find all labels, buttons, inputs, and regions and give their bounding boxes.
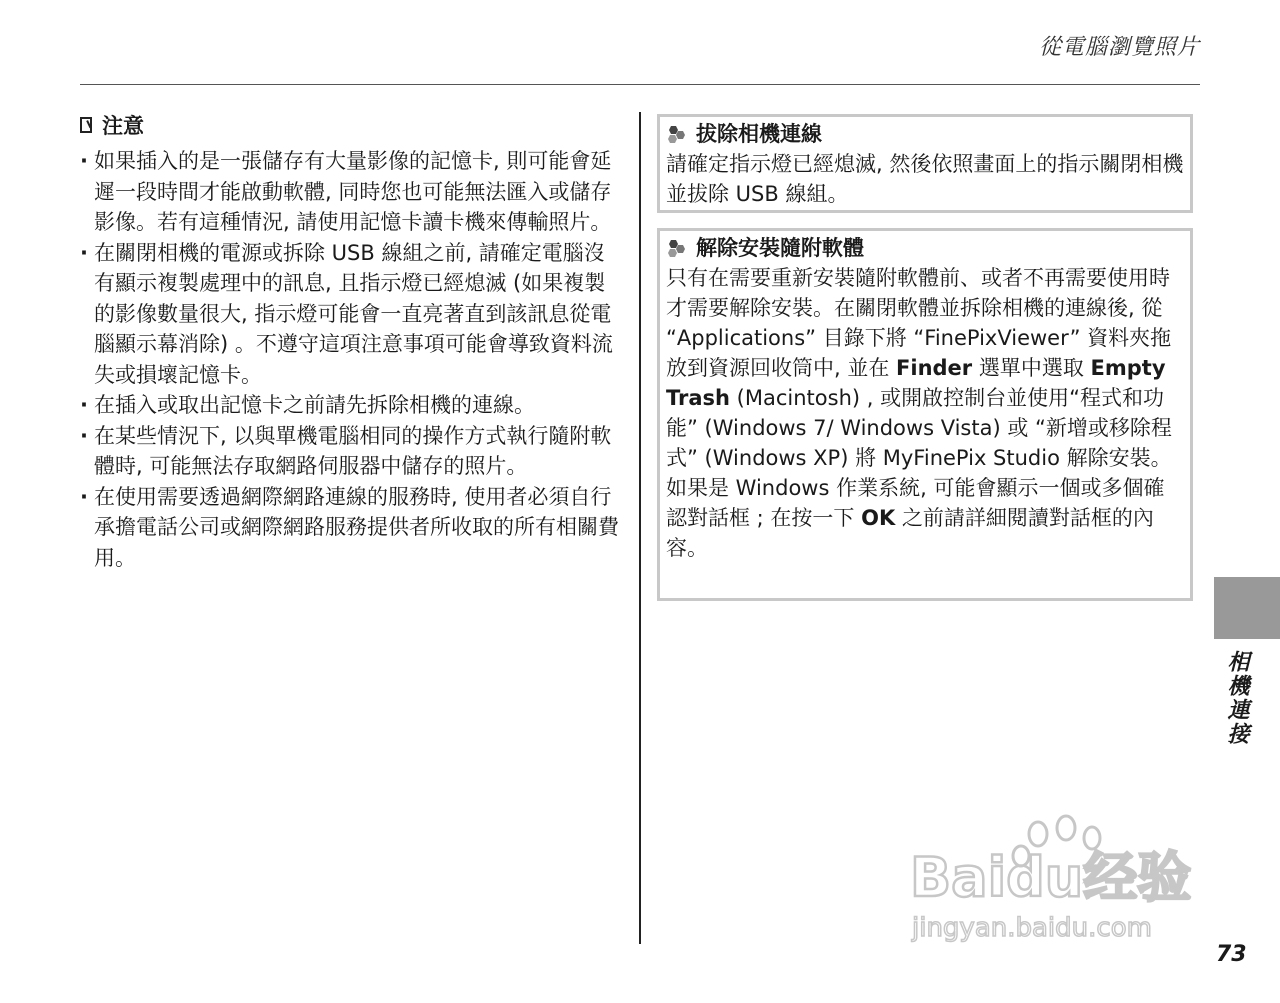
uninstall-body (666, 263, 1184, 563)
uninstall-title: 解除安裝隨附軟體 (696, 236, 864, 260)
disconnect-heading (666, 119, 1184, 149)
hexagons-icon (666, 238, 692, 258)
note-section (80, 110, 625, 573)
empty-trash-command: Empty Trash (666, 356, 1166, 410)
uninstall-text-1: 只有在需要重新安裝隨附軟體前、或者不再需要使用時才需要解除安裝。在關閉軟體並拆除相機的連線後, 從 “Applications” 目錄下將 “FinePixViewer” 資料夾拖放到資源回收筒中, 並在 (666, 266, 1172, 380)
column-divider (639, 112, 641, 944)
page-header-title: 從電腦瀏覽照片 (1038, 35, 1200, 60)
chapter-label: 相機連接 (1224, 650, 1249, 746)
uninstall-text-4: 之前請詳細閱讀對話框的內容。 (666, 506, 1154, 560)
note-pencil-icon (80, 117, 92, 133)
hexagons-icon (666, 124, 692, 144)
finder-menu-name: Finder (896, 356, 973, 380)
note-item: · 在插入或取出記憶卡之前請先拆除相機的連線。 (80, 390, 625, 421)
chapter-tab (1214, 577, 1280, 639)
baidu-watermark-logo (906, 808, 1206, 958)
note-item: · 在使用需要透過網際網路連線的服務時, 使用者必須自行承擔電話公司或網際網路服務提供者所收取的所有相關費用。 (80, 482, 625, 574)
uninstall-heading (666, 233, 1184, 263)
uninstall-text-2: 選單中選取 (972, 356, 1091, 380)
note-item: · 在某些情況下, 以與單機電腦相同的操作方式執行隨附軟體時, 可能無法存取網路伺服器中儲存的照片。 (80, 421, 625, 482)
disconnect-title: 拔除相機連線 (696, 122, 822, 146)
page-number: 73 (1216, 942, 1247, 967)
watermark-brand: Baidu经验 (910, 846, 1192, 909)
note-item: · 在關閉相機的電源或拆除 USB 線組之前, 請確定電腦沒有顯示複製處理中的訊息, 且指示燈已經熄滅 (如果複製的影像數量很大, 指示燈可能會一直亮著直到該訊息從電腦顯示幕消除) 。不遵守這項注意事項可能會導致資料流失或損壞記憶卡。 (80, 238, 625, 391)
note-heading (80, 110, 625, 140)
note-list (80, 146, 625, 573)
watermark-url: jingyan.baidu.com (912, 913, 1152, 943)
note-title: 注意 (102, 114, 144, 138)
uninstall-text-3: (Macintosh) , 或開啟控制台並使用“程式和功能” (Windows 7/ Windows Vista) 或 “新增或移除程式” (Windows XP) 將 MyFinePix Studio 解除安裝。如果是 Windows 作業系統, 可能會顯示一個或多個確認對話框 ; 在按一下 (666, 386, 1172, 530)
note-item: · 如果插入的是一張儲存有大量影像的記憶卡, 則可能會延遲一段時間才能啟動軟體, 同時您也可能無法匯入或儲存影像。若有這種情況, 請使用記憶卡讀卡機來傳輸照片。 (80, 146, 625, 238)
disconnect-box (657, 114, 1193, 213)
uninstall-box (657, 228, 1193, 601)
ok-button-name: OK (861, 506, 896, 530)
header-rule (80, 84, 1200, 85)
disconnect-body: 請確定指示燈已經熄滅, 然後依照畫面上的指示關閉相機並拔除 USB 線組。 (666, 152, 1184, 206)
